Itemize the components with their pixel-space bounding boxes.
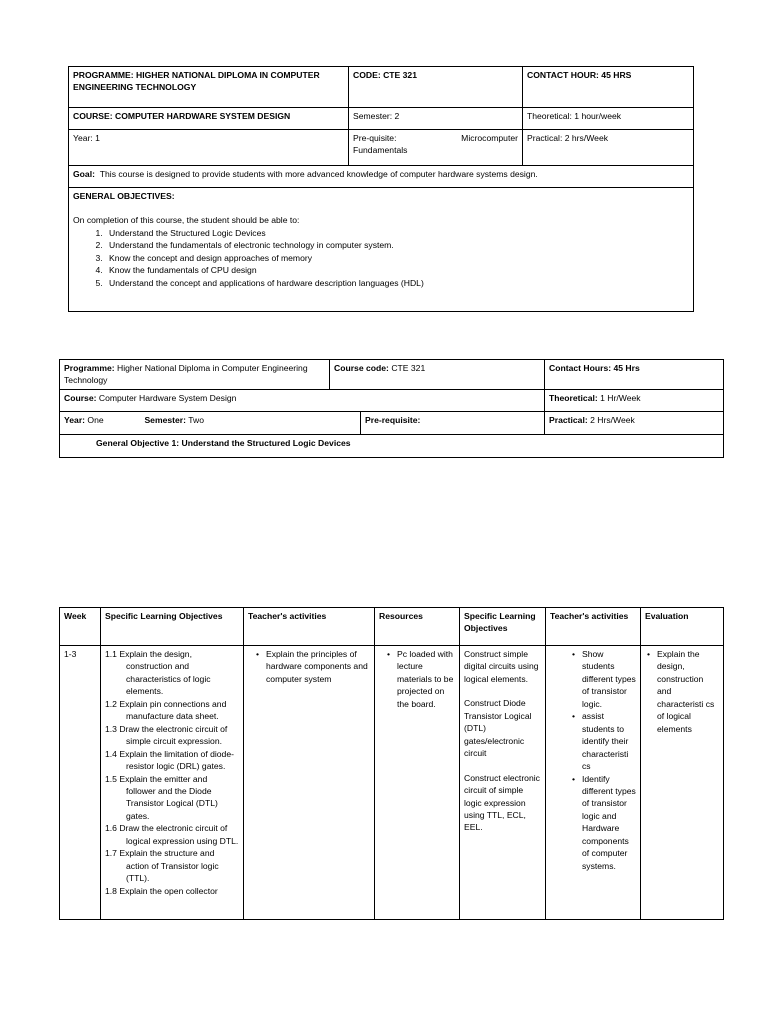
week-cell: 1-3 — [60, 646, 101, 920]
general-objective-cell: General Objective 1: Understand the Structured Logic Devices — [60, 434, 724, 457]
learning-plan-table — [59, 607, 724, 920]
objective-item: 1.2 Explain pin connections and manufacture data sheet. — [105, 698, 227, 722]
objective-item: 1.5 Explain the emitter and follower and the Diode Transistor Logical (DTL) gates. — [105, 773, 218, 821]
prerequisite-cell: Pre-requisite: — [361, 411, 545, 434]
course-header-table — [68, 66, 694, 312]
general-objectives-cell — [69, 188, 694, 312]
contact-hour-cell: CONTACT HOUR: 45 HRS — [523, 67, 694, 108]
theoretical-cell: Theoretical: 1 Hr/Week — [545, 389, 724, 411]
objectives-cell — [101, 646, 244, 920]
code-cell: CODE: CTE 321 — [349, 67, 523, 108]
objective-item: 1.4 Explain the limitation of diode-resistor logic (DRL) gates. — [105, 748, 234, 772]
objectives-list — [73, 227, 689, 289]
course-code-cell: Course code: CTE 321 — [330, 360, 545, 390]
contact-hours-cell: Contact Hours: 45 Hrs — [545, 360, 724, 390]
practical-objective-item: Construct simple digital circuits using logical elements. — [464, 649, 539, 684]
practical-cell: Practical: 2 hrs/Week — [523, 130, 694, 166]
completion-text: On completion of this course, the student should be able to: — [73, 215, 300, 226]
teacher-activities-cell — [244, 646, 375, 920]
objective-item: 5. Understand the concept and applications of hardware description languages (HDL) — [105, 277, 689, 289]
practical-activity-item: • Show students different types of transistor logic. — [574, 648, 636, 710]
year-semester-cell: Year: One Semester: Two — [60, 411, 361, 434]
course-cell: Course: Computer Hardware System Design — [60, 389, 545, 411]
header-practical-objectives: Specific Learning Objectives — [460, 608, 546, 646]
objective-item: 1. Understand the Structured Logic Devices — [105, 227, 689, 239]
prerequisite-cell: Pre-quisite: Microcomputer Fundamentals — [349, 130, 523, 166]
resource-item: • Pc loaded with lecture materials to be projected on the board. — [389, 648, 455, 710]
practical-teacher-activities-cell — [546, 646, 641, 920]
practical-cell: Practical: 2 Hrs/Week — [545, 411, 724, 434]
practical-objective-item: Construct electronic circuit of simple logic expression using TTL, ECL, EEL. — [464, 772, 540, 833]
objective-item: 3. Know the concept and design approaches of memory — [105, 252, 689, 264]
practical-objective-item: Construct Diode Transistor Logical (DTL) gates/electronic circuit — [464, 698, 532, 759]
objective-item: 1.1 Explain the design, construction and characteristics of logic elements. — [105, 649, 211, 697]
semester-cell: Semester: 2 — [349, 108, 523, 130]
objective-item: 4. Know the fundamentals of CPU design — [105, 264, 689, 276]
programme-cell: PROGRAMME: HIGHER NATIONAL DIPLOMA IN COMPUTER ENGINEERING TECHNOLOGY — [69, 67, 349, 108]
course-cell: COURSE: COMPUTER HARDWARE SYSTEM DESIGN — [69, 108, 349, 130]
teacher-activity-item: • Explain the principles of hardware components and computer system — [258, 648, 370, 685]
programme-cell: Programme: Higher National Diploma in Computer Engineering Technology — [60, 360, 330, 390]
objective-item: 1.8 Explain the open collector — [105, 885, 218, 896]
evaluation-cell — [641, 646, 724, 920]
theoretical-cell: Theoretical: 1 hour/week — [523, 108, 694, 130]
practical-activity-item: • Identify different types of transistor logic and Hardware components of computer systems. — [574, 773, 636, 873]
objective-item: 1.6 Draw the electronic circuit of logical expression using DTL. — [105, 823, 239, 846]
course-info-table — [59, 359, 724, 458]
year-cell: Year: 1 — [69, 130, 349, 166]
resources-cell — [375, 646, 460, 920]
objective-item: 1.3 Draw the electronic circuit of simple circuit expression. — [105, 723, 228, 747]
header-practical-teacher-activities: Teacher's activities — [546, 608, 641, 646]
header-week: Week — [60, 608, 101, 646]
header-resources: Resources — [375, 608, 460, 646]
goal-cell: Goal: This course is designed to provide students with more advanced knowledge of computer hardware systems design. — [69, 166, 694, 188]
header-evaluation: Evaluation — [641, 608, 724, 646]
objective-item: 2. Understand the fundamentals of electronic technology in computer system. — [105, 239, 689, 251]
header-objectives: Specific Learning Objectives — [101, 608, 244, 646]
header-teacher-activities: Teacher's activities — [244, 608, 375, 646]
objective-item: 1.7 Explain the structure and action of Transistor logic (TTL). — [105, 848, 219, 884]
practical-activity-item: • assist students to identify their characteristi cs — [574, 710, 636, 772]
general-objectives-title: GENERAL OBJECTIVES: — [73, 191, 175, 201]
practical-objectives-cell — [460, 646, 546, 920]
evaluation-item: • Explain the design, construction and characteristi cs of logical elements — [649, 648, 719, 735]
